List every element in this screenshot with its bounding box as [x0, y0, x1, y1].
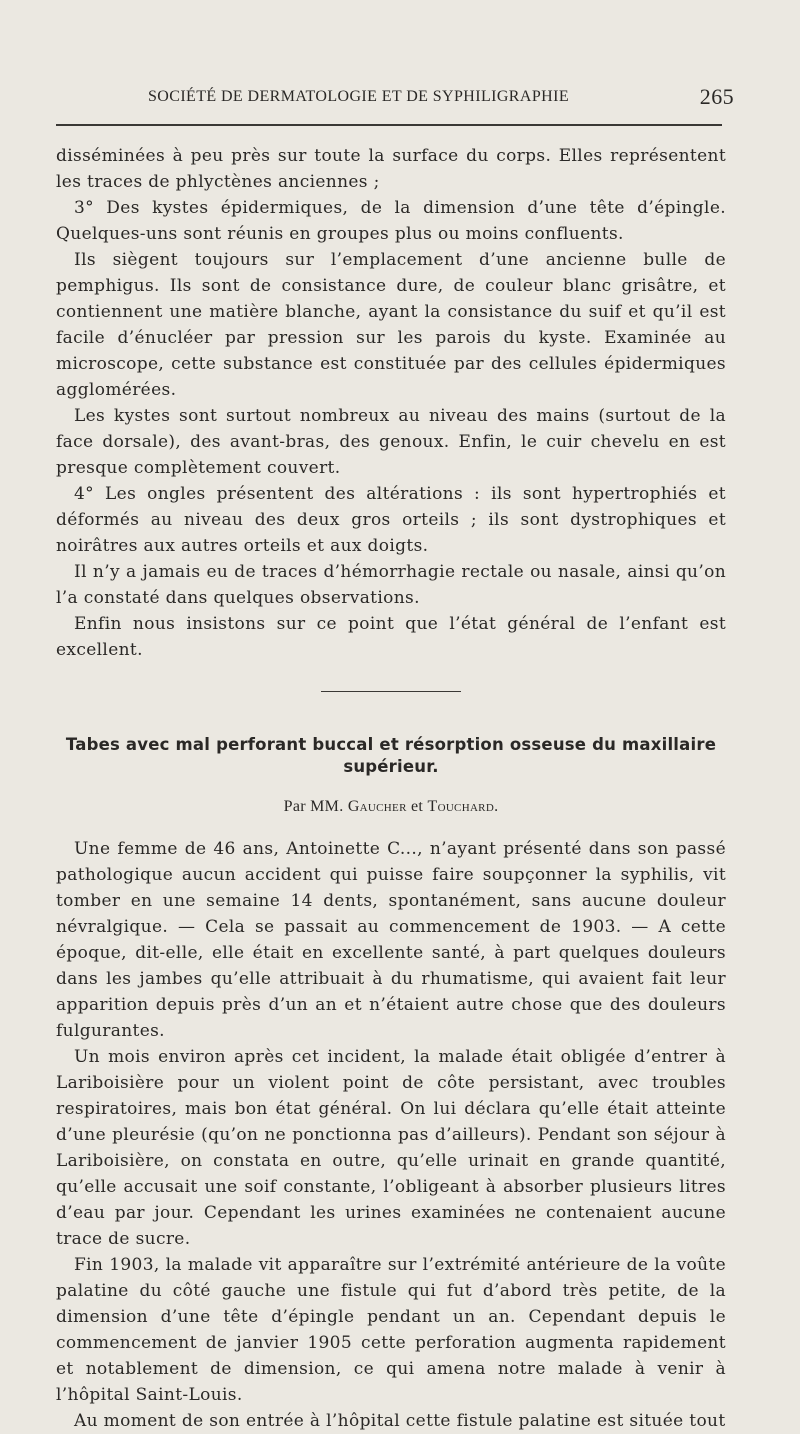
paragraph: Une femme de 46 ans, Antoinette C..., n’ayant présenté dans son passé pathologique aucun accident qui puisse faire soupçonner la syphilis, vit tomber en une semaine 14 dents, spontanément, sans aucune douleur névralgique. — Cela se passait au commencement de 1903. — A cette époque, dit-elle, elle était en excellente santé, à part quelques douleurs dans les jambes qu’elle attribuait à du rhumatisme, qui avaient fait leur apparition depuis près d’un an et n’étaient autre chose que des douleurs fulgurantes. [56, 839, 726, 1041]
authors-line [56, 794, 726, 820]
author-name: Gaucher [347, 798, 407, 815]
paragraph: Les kystes sont surtout nombreux au niveau des mains (surtout de la face dorsale), des avant-bras, des genoux. Enfin, le cuir chevelu en est presque complètement couvert. [56, 406, 726, 478]
body-text [56, 143, 726, 1434]
header-rule [56, 124, 722, 126]
author-name: Touchard. [427, 798, 499, 815]
paragraph: disséminées à peu près sur toute la surface du corps. Elles représentent les traces de phlyctènes anciennes ; [56, 146, 726, 192]
paragraph: Fin 1903, la malade vit apparaître sur l’extrémité antérieure de la voûte palatine du côté gauche une fistule qui fut d’abord très petite, de la dimension d’une tête d’épingle pendant un an. Cependant depuis le commencement de janvier 1905 cette perforation augmenta rapidement et notablement de dimension, ce qui amena notre malade à venir à l’hôpital Saint-Louis. [56, 1255, 726, 1405]
paragraph: 3° Des kystes épidermiques, de la dimension d’une tête d’épingle. Quelques-uns sont réunis en groupes plus ou moins confluents. [56, 198, 726, 244]
authors-prefix: Par MM. [283, 798, 344, 815]
running-title: SOCIÉTÉ DE DERMATOLOGIE ET DE SYPHILIGRAPHIE [148, 88, 569, 105]
paragraph: Ils siègent toujours sur l’emplacement d’une ancienne bulle de pemphigus. Ils sont de consistance dure, de couleur blanc grisâtre, et contiennent une matière blanche, ayant la consistance du suif et qu’il est facile d’énucléer par pression sur les parois du kyste. Examinée au microscope, cette substance est constituée par des cellules épidermiques agglomérées. [56, 250, 726, 400]
paragraph: Au moment de son entrée à l’hôpital cette fistule palatine est située tout [74, 1411, 726, 1431]
paragraph: Enfin nous insistons sur ce point que l’état général de l’enfant est excellent. [56, 614, 726, 660]
page-number: 265 [699, 84, 734, 109]
section-separator [321, 691, 461, 692]
section-title: Tabes avec mal perforant buccal et résorption osseuse du maxillaire supérieur. [65, 735, 717, 776]
authors-join: et [411, 798, 424, 815]
paragraph: Il n’y a jamais eu de traces d’hémorrhagie rectale ou nasale, ainsi qu’on l’a constaté dans quelques observations. [56, 562, 726, 608]
paragraph: 4° Les ongles présentent des altérations : ils sont hypertrophiés et déformés au niveau des deux gros orteils ; ils sont dystrophiques et noirâtres aux autres orteils et aux doigts. [56, 484, 726, 556]
paragraph: Un mois environ après cet incident, la malade était obligée d’entrer à Lariboisière pour un violent point de côte persistant, avec troubles respiratoires, mais bon état général. On lui déclara qu’elle était atteinte d’une pleurésie (qu’on ne ponctionna pas d’ailleurs). Pendant son séjour à Lariboisière, on constata en outre, qu’elle urinait en grande quantité, qu’elle accusait une soif constante, l’obligeant à absorber plusieurs litres d’eau par jour. Cependant les urines examinées ne contenaient aucune trace de sucre. [56, 1047, 726, 1249]
